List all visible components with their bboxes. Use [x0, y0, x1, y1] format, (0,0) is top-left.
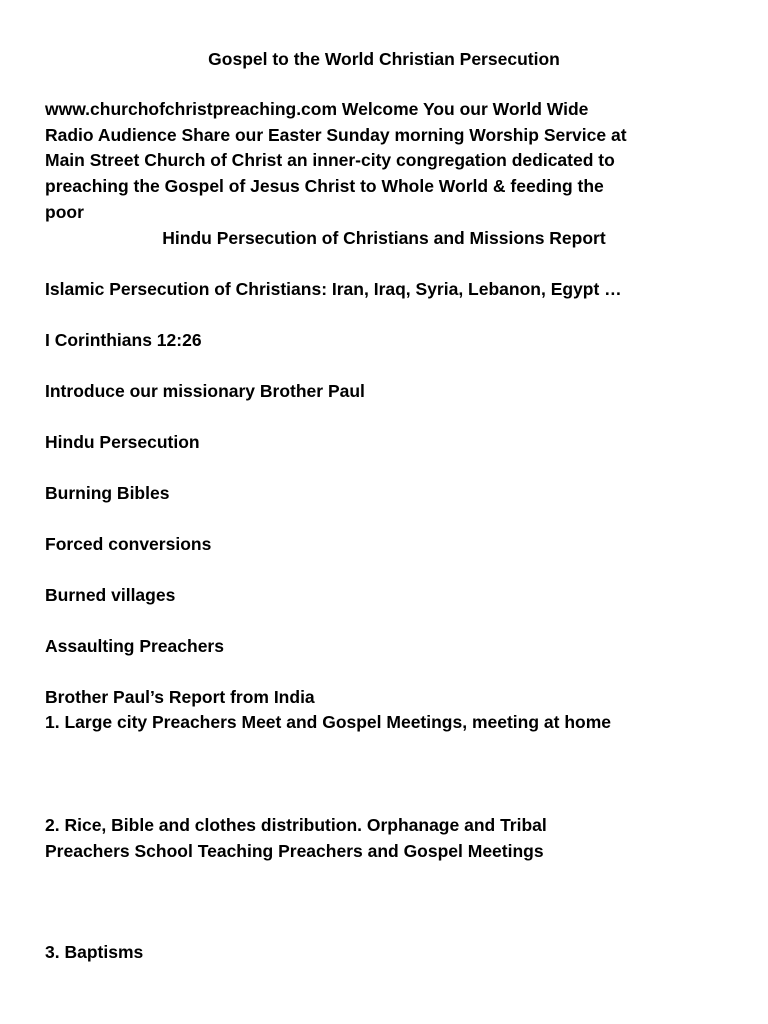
document-title: Gospel to the World Christian Persecution: [208, 49, 560, 69]
topic-item: Hindu Persecution: [45, 432, 200, 452]
report-item-1: 1. Large city Preachers Meet and Gospel Meetings, meeting at home: [45, 712, 612, 732]
report-item-2-line: Preachers School Teaching Preachers and Gospel Meetings: [45, 840, 544, 861]
topic-item: Forced conversions: [45, 534, 212, 554]
intro-line: www.churchofchristpreaching.com Welcome You our World Wide: [45, 99, 589, 119]
report-item-3: 3. Baptisms: [45, 942, 144, 962]
intro-line: poor: [45, 201, 84, 222]
subheading: Hindu Persecution of Christians and Missions Report: [162, 228, 606, 248]
scripture-reference: I Corinthians 12:26: [45, 330, 202, 350]
intro-paragraph: [45, 97, 725, 226]
intro-line: Main Street Church of Christ an inner-city congregation dedicated to: [45, 150, 615, 171]
introduce-missionary: Introduce our missionary Brother Paul: [45, 381, 365, 401]
report-heading: Brother Paul’s Report from India: [45, 687, 315, 707]
topic-item: Burned villages: [45, 585, 176, 605]
report-item-2-line: 2. Rice, Bible and clothes distribution. Orphanage and Tribal: [45, 815, 547, 835]
report-item-2: [45, 813, 725, 864]
topic-item: Assaulting Preachers: [45, 636, 224, 656]
islamic-persecution-line: Islamic Persecution of Christians: Iran, Iraq, Syria, Lebanon, Egypt …: [45, 279, 622, 299]
intro-line: Radio Audience Share our Easter Sunday morning Worship Service at: [45, 124, 627, 145]
topic-item: Burning Bibles: [45, 483, 170, 503]
intro-line: preaching the Gospel of Jesus Christ to Whole World & feeding the: [45, 176, 604, 197]
